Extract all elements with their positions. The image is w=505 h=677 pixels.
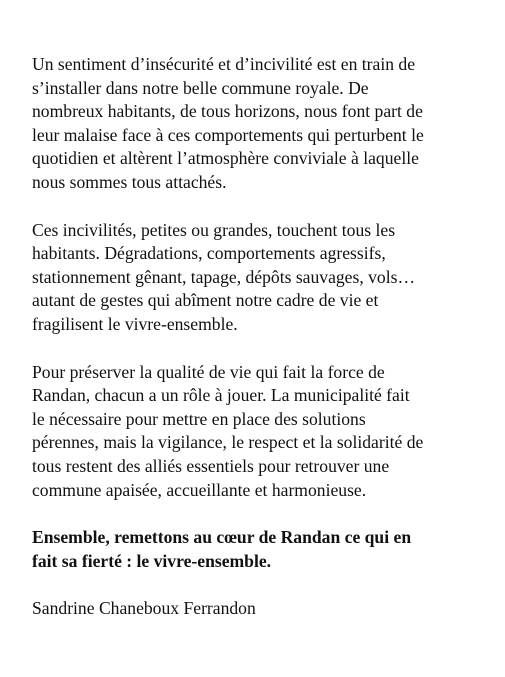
paragraph-conclusion [32, 526, 484, 573]
text-line: fait sa fierté : le vivre-ensemble. [32, 550, 272, 571]
text-line: nombreux habitants, de tous horizons, nous font part de [32, 101, 423, 122]
signature: Sandrine Chaneboux Ferrandon [32, 598, 256, 619]
text-line: Un sentiment d’insécurité et d’incivilité est en train de [32, 54, 416, 74]
text-line: stationnement gênant, tapage, dépôts sauvages, vols… [32, 266, 416, 287]
text-line: pérennes, mais la vigilance, le respect et la solidarité de [32, 432, 424, 453]
text-line: quotidien et altèrent l’atmosphère conviviale à laquelle [32, 148, 419, 169]
text-line: le nécessaire pour mettre en place des solutions [32, 408, 366, 429]
text-line: fragilisent le vivre-ensemble. [32, 313, 238, 334]
paragraph-quality-of-life [32, 361, 484, 503]
paragraph-insecurity [32, 53, 484, 195]
text-line: Ensemble, remettons au cœur de Randan ce qui en [32, 527, 412, 548]
text-line: Randan, chacun a un rôle à jouer. La municipalité fait [32, 385, 410, 406]
text-line: leur malaise face à ces comportements qui perturbent le [32, 124, 424, 145]
text-line: tous restent des alliés essentiels pour retrouver une [32, 455, 390, 476]
paragraph-incivilities [32, 219, 484, 337]
text-line: nous sommes tous attachés. [32, 171, 227, 192]
text-line: s’installer dans notre belle commune royale. De [32, 77, 369, 98]
letter-body [32, 53, 484, 621]
text-line: Ces incivilités, petites ou grandes, touchent tous les [32, 219, 396, 240]
text-line: habitants. Dégradations, comportements agressifs, [32, 243, 386, 264]
text-line: autant de gestes qui abîment notre cadre de vie et [32, 290, 379, 311]
text-line: Pour préserver la qualité de vie qui fait la force de [32, 361, 385, 382]
text-line: commune apaisée, accueillante et harmonieuse. [32, 479, 367, 500]
